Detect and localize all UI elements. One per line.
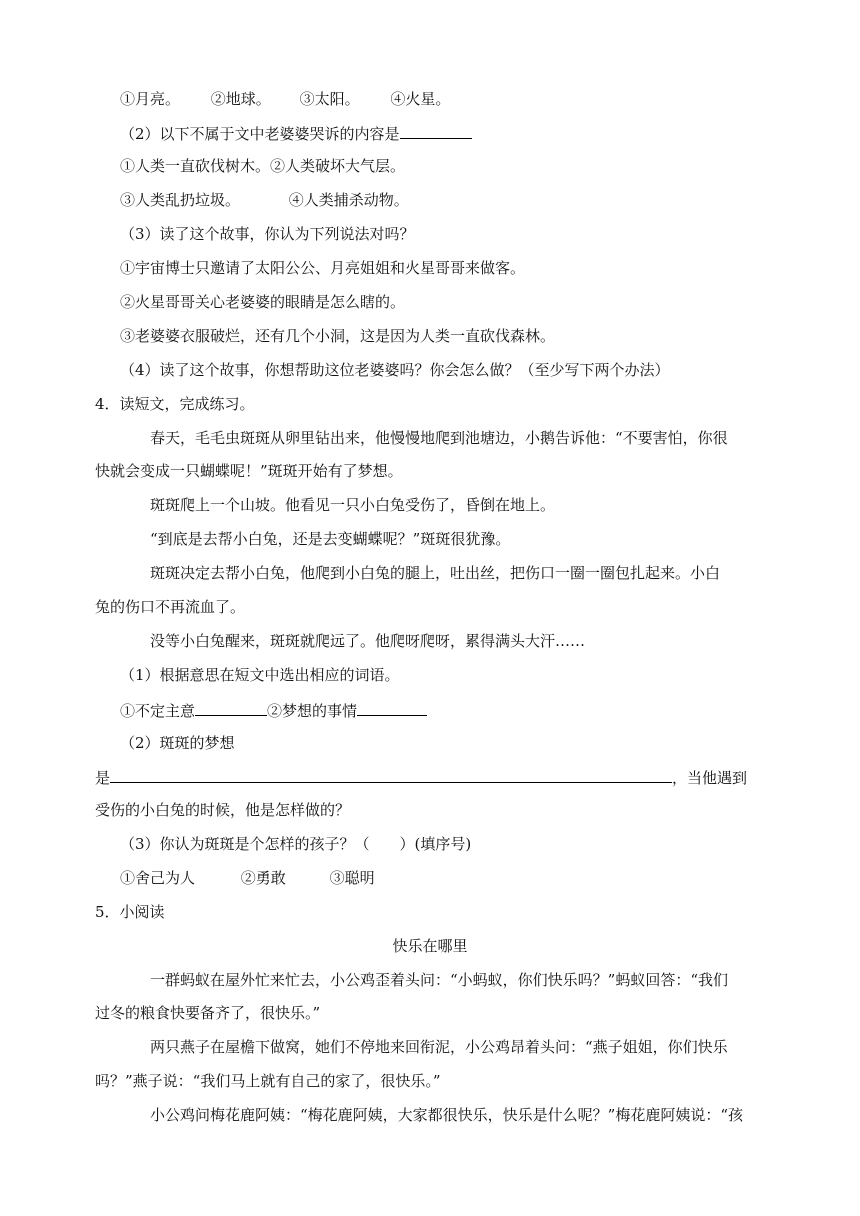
q3-option-sun[interactable]: ③太阳。 [299,90,360,108]
q3-3-statement-3: ③老婆婆衣服破烂，还有几个小洞，这是因为人类一直砍伐森林。 [120,327,556,345]
q5-paragraph-2b: 吗？”燕子说：“我们马上就有自己的家了，很快乐。” [95,1072,441,1090]
q4-sub2-answer-line [95,766,747,788]
q3-2-options-row2 [120,190,409,210]
q3-option-mars[interactable]: ④火星。 [390,90,451,108]
q4-sub2-continuation: 受伤的小白兔的时候，他是怎样做的？ [95,801,351,819]
q4-paragraph-1b: 快就会变成一只蝴蝶呢！”斑斑开始有了梦想。 [95,462,403,480]
q5-story-title: 快乐在哪里 [392,937,468,955]
q3-option-row [120,89,450,109]
q4-paragraph-4b: 兔的伤口不再流血了。 [95,598,246,616]
q4-sub2-prompt: （2）斑斑的梦想 [120,734,235,752]
q3-option-moon[interactable]: ①月亮。 [120,90,181,108]
q4-sub3-option-1[interactable]: ①舍己为人 [120,869,196,887]
q5-heading: 5．小阅读 [95,903,165,921]
q4-sub3-prompt: （3）你认为斑斑是个怎样的孩子？（ ）(填序号) [120,835,472,853]
q3-4-prompt: （4）读了这个故事，你想帮助这位老婆婆吗？你会怎么做？（至少写下两个办法） [120,361,670,379]
q3-3-prompt: （3）读了这个故事，你认为下列说法对吗？ [120,225,415,243]
q3-2-option-3: ③人类乱扔垃圾。 [120,191,241,209]
q5-paragraph-1a: 一群蚂蚁在屋外忙来忙去，小公鸡歪着头问：“小蚂蚁，你们快乐吗？”蚂蚁回答：“我们 [150,971,729,989]
q4-sub1-blank-b[interactable] [357,699,427,716]
q3-option-earth[interactable]: ②地球。 [210,90,271,108]
q4-sub2-is: 是 [95,769,111,787]
q4-paragraph-3: “到底是去帮小白兔，还是去变蝴蝶呢？”斑斑很犹豫。 [150,530,511,548]
q5-paragraph-3: 小公鸡问梅花鹿阿姨：“梅花鹿阿姨，大家都很快乐，快乐是什么呢？”梅花鹿阿姨说：“孩 [150,1106,744,1124]
q4-sub3-options [120,868,375,888]
q4-sub1-answers [120,699,427,721]
q3-2-prompt: （2）以下不属于文中老婆婆哭诉的内容是 [120,125,400,143]
q3-3-statement-1: ①宇宙博士只邀请了太阳公公、月亮姐姐和火星哥哥来做客。 [120,259,526,277]
q4-sub3-option-2[interactable]: ②勇敢 [240,869,286,887]
q4-paragraph-1a: 春天，毛毛虫斑斑从卵里钻出来，他慢慢地爬到池塘边，小鹅告诉他：“不要害怕，你很 [150,429,728,447]
q4-sub1-blank-a[interactable] [195,699,267,716]
q4-sub1-label-b: ②梦想的事情 [267,702,358,720]
q3-3-statement-2: ②火星哥哥关心老婆婆的眼睛是怎么瞎的。 [120,293,406,311]
q3-2-answer-blank[interactable] [400,122,472,139]
q3-2-prompt-line [120,122,472,144]
q5-paragraph-1b: 过冬的粮食快要备齐了，很快乐。” [95,1004,321,1022]
q4-sub3-option-3[interactable]: ③聪明 [329,869,375,887]
q3-2-options-row1: ①人类一直砍伐树木。②人类破坏大气层。 [120,157,406,175]
q3-2-option-4: ④人类捕杀动物。 [288,191,409,209]
q4-sub1-prompt: （1）根据意思在短文中选出相应的词语。 [120,666,400,684]
q4-sub2-tail: ，当他遇到 [672,769,748,787]
q4-heading: 4．读短文，完成练习。 [95,395,255,413]
q5-paragraph-2a: 两只燕子在屋檐下做窝，她们不停地来回衔泥，小公鸡昂着头问：“燕子姐姐，你们快乐 [150,1038,728,1056]
q4-paragraph-2: 斑斑爬上一个山坡。他看见一只小白兔受伤了，昏倒在地上。 [150,496,556,514]
q4-sub1-label-a: ①不定主意 [120,702,196,720]
q4-sub2-answer-blank[interactable] [110,766,672,783]
q4-paragraph-4a: 斑斑决定去帮小白兔，他爬到小白兔的腿上，吐出丝，把伤口一圈一圈包扎起来。小白 [150,564,721,582]
q4-paragraph-5: 没等小白兔醒来，斑斑就爬远了。他爬呀爬呀，累得满头大汗…… [150,632,586,650]
